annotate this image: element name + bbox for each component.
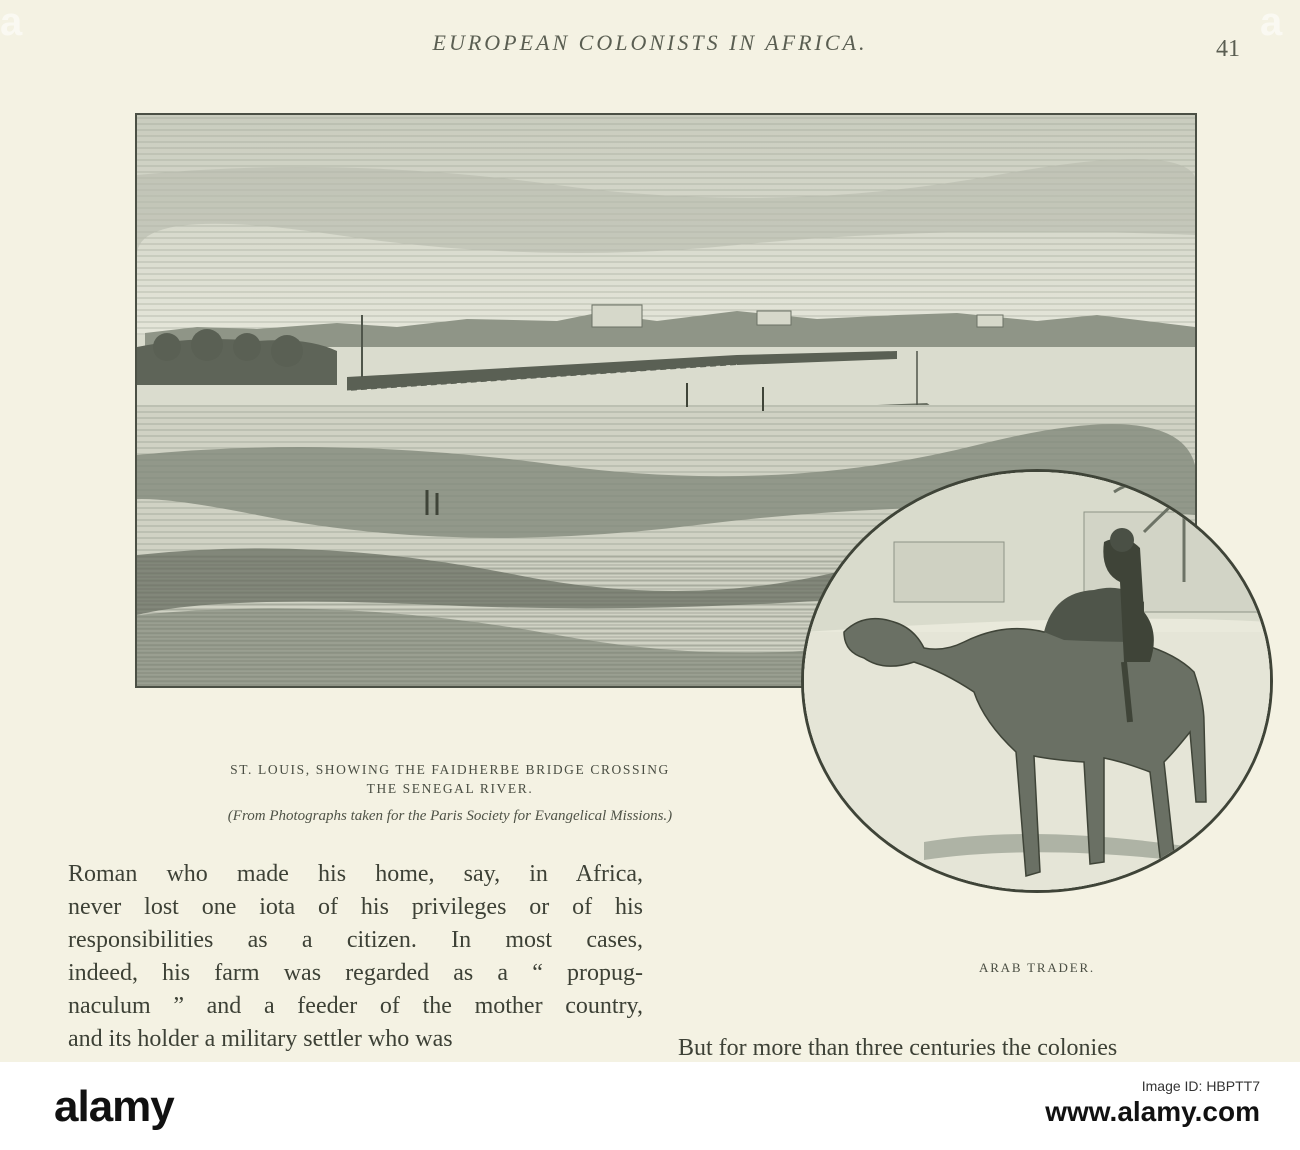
arab-trader-drawing [804,472,1270,890]
stock-logo: alamy [54,1082,174,1131]
stock-meta [1045,1078,1260,1128]
running-head: EUROPEAN COLONISTS IN AFRICA. [432,30,868,55]
arab-trader-medallion [801,469,1273,893]
body-line: responsibilities as a citizen. In most cases, [68,927,643,953]
body-line: naculum ” and a feeder of the mother country, [68,993,643,1019]
body-line: never lost one iota of his privileges or of his [68,894,643,920]
watermark: a [1260,0,1283,44]
body-text-right-column: But for more than three centuries the colonies [678,1035,1118,1061]
medallion-caption: ARAB TRADER. [979,960,1095,975]
stock-site: www.alamy.com [1045,1096,1260,1127]
body-text-left-column [68,858,643,1056]
body-line: indeed, his farm was regarded as a “ propug- [68,960,643,986]
image-id: Image ID: HBPTT7 [1141,1078,1260,1094]
body-line: and its holder a military settler who was [68,1026,453,1052]
caption-line-1: ST. LOUIS, SHOWING THE FAIDHERBE BRIDGE CROSSING [230,762,670,777]
caption-line-2: THE SENEGAL RIVER. [366,781,534,796]
main-illustration-caption [120,760,780,798]
body-line: Roman who made his home, say, in Africa, [68,861,643,887]
page-number: 41 [1216,36,1240,62]
watermark: a [0,0,23,44]
photo-credit: (From Photographs taken for the Paris Society for Evangelical Missions.) [227,808,673,824]
